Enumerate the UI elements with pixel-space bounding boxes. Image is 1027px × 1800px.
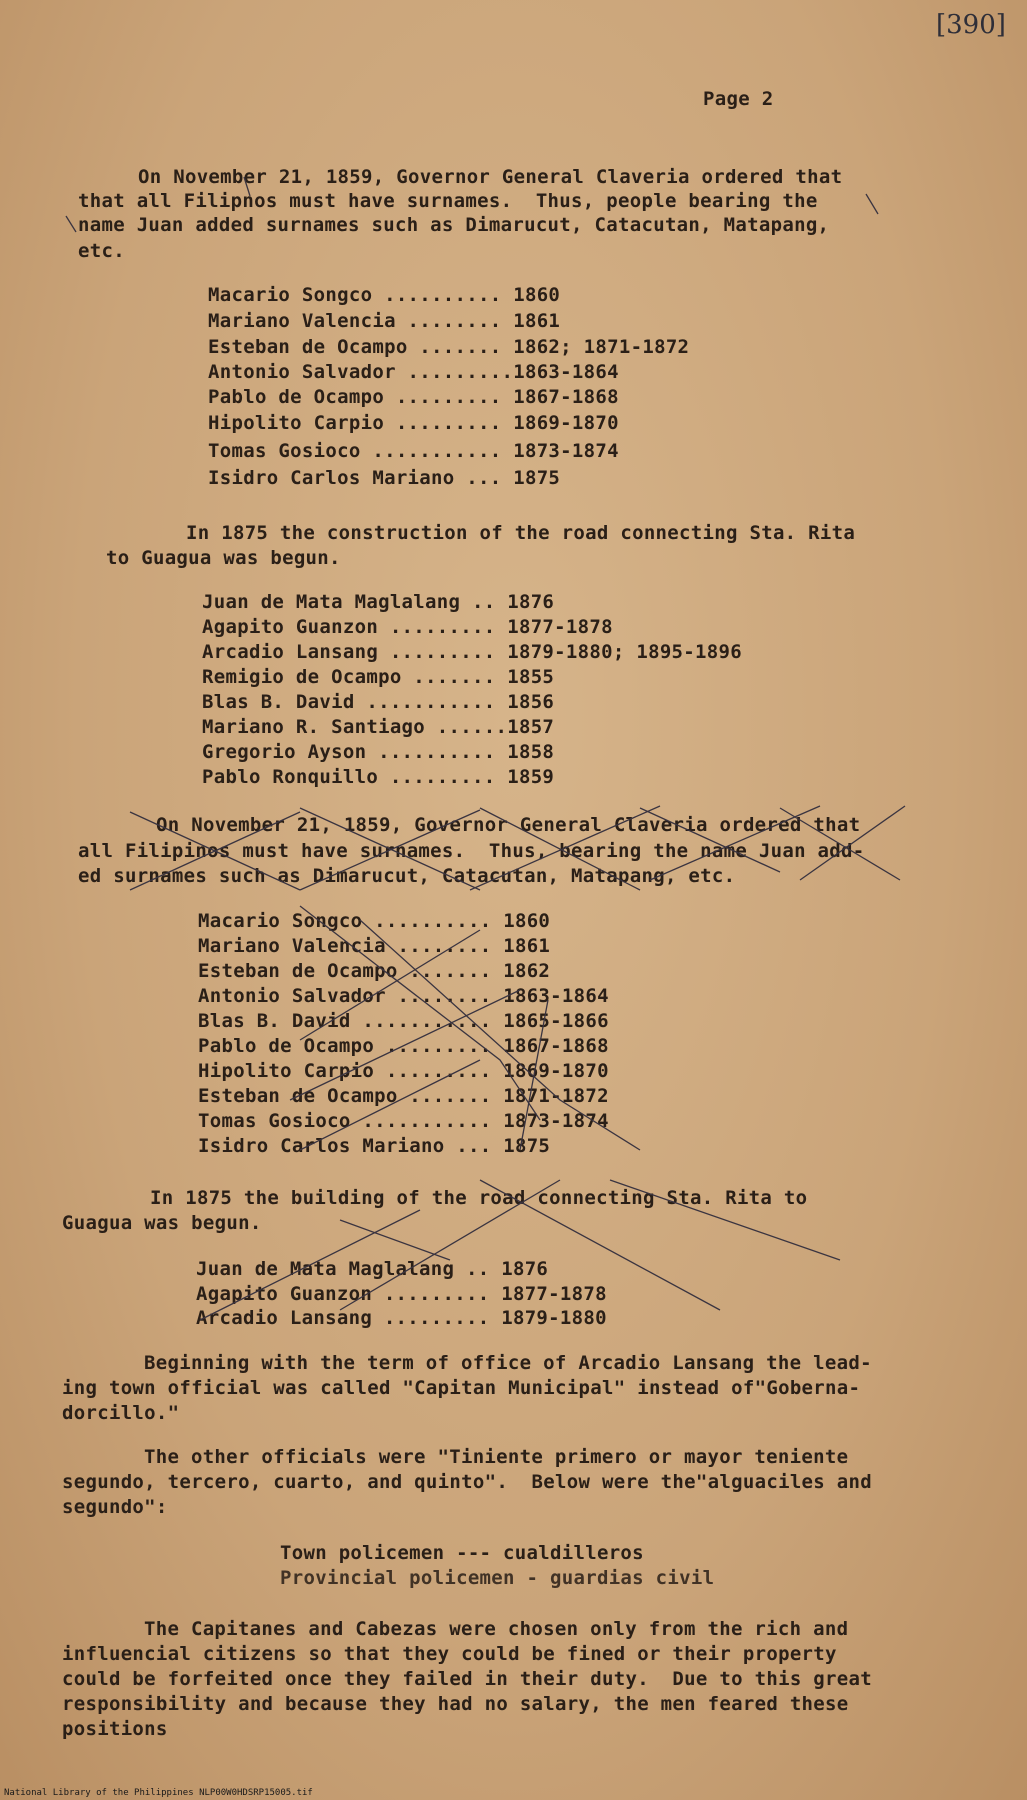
list-item: Esteban de Ocampo ....... 1871-1872	[198, 1085, 609, 1107]
text-line: ing town official was called "Capitan Municipal" instead of"Goberna-	[62, 1377, 861, 1399]
text-line: In 1875 the construction of the road connecting Sta. Rita	[186, 522, 856, 544]
text-line: On November 21, 1859, Governor General Claveria ordered that	[138, 166, 843, 188]
list-item: Macario Songco .......... 1860	[198, 910, 551, 932]
archive-number-annotation: [390]	[936, 10, 1006, 40]
text-line: could be forfeited once they failed in their duty. Due to this great	[62, 1668, 872, 1690]
list-item: Blas B. David ........... 1856	[202, 691, 555, 713]
list-item: Hipolito Carpio ......... 1869-1870	[208, 412, 619, 434]
list-item: Isidro Carlos Mariano ... 1875	[208, 467, 561, 489]
text-line: Beginning with the term of office of Arcadio Lansang the lead-	[144, 1352, 872, 1374]
list-item: Tomas Gosioco ........... 1873-1874	[208, 440, 619, 462]
list-item: Pablo de Ocampo ......... 1867-1868	[208, 386, 619, 408]
list-item: Macario Songco .......... 1860	[208, 284, 561, 306]
text-line: segundo, tercero, cuarto, and quinto". Below were the"alguaciles and	[62, 1471, 872, 1493]
list-item: Pablo de Ocampo ......... 1867-1868	[198, 1035, 609, 1057]
list-item: Agapito Guanzon ......... 1877-1878	[196, 1283, 607, 1305]
list-item: Arcadio Lansang ......... 1879-1880; 1895-1896	[202, 641, 742, 663]
text-line: etc.	[78, 240, 125, 262]
text-line: influencial citizens so that they could be fined or their property	[62, 1643, 837, 1665]
footer-source: National Library of the Philippines NLP00W0HDSRP15005.tif	[4, 1788, 313, 1798]
page-label: Page 2	[703, 88, 774, 110]
text-line: name Juan added surnames such as Dimarucut, Catacutan, Matapang,	[78, 214, 830, 236]
text-line: The Capitanes and Cabezas were chosen only from the rich and	[144, 1618, 849, 1640]
text-line: to Guagua was begun.	[106, 547, 341, 569]
text-line: responsibility and because they had no salary, the men feared these	[62, 1693, 849, 1715]
text-line: ed surnames such as Dimarucut, Catacutan, Matapang, etc.	[78, 865, 736, 887]
text-line: dorcillo."	[62, 1402, 180, 1424]
text-line: all Filipinos must have surnames. Thus, bearing the name Juan add-	[78, 840, 865, 862]
list-item: Hipolito Carpio ......... 1869-1870	[198, 1060, 609, 1082]
list-item: Arcadio Lansang ......... 1879-1880	[196, 1307, 607, 1329]
list-item: Juan de Mata Maglalang .. 1876	[202, 591, 555, 613]
text-line: In 1875 the building of the road connecting Sta. Rita to	[150, 1187, 808, 1209]
text-line: Guagua was begun.	[62, 1212, 262, 1234]
list-item: Esteban de Ocampo ....... 1862; 1871-1872	[208, 336, 690, 358]
list-item: Isidro Carlos Mariano ... 1875	[198, 1135, 551, 1157]
list-item: Antonio Salvador .........1863-1864	[208, 361, 619, 383]
list-item: Tomas Gosioco ........... 1873-1874	[198, 1110, 609, 1132]
list-item: Agapito Guanzon ......... 1877-1878	[202, 616, 613, 638]
list-item: Town policemen --- cualdilleros	[280, 1542, 644, 1564]
list-item: Esteban de Ocampo ....... 1862	[198, 960, 551, 982]
list-item: Provincial policemen - guardias civil	[280, 1567, 715, 1589]
text-line: that all Filipnos must have surnames. Thus, people bearing the	[78, 190, 818, 212]
text-line: On November 21, 1859, Governor General Claveria ordered that	[156, 814, 861, 836]
list-item: Gregorio Ayson .......... 1858	[202, 741, 555, 763]
list-item: Remigio de Ocampo ....... 1855	[202, 666, 555, 688]
list-item: Blas B. David ........... 1865-1866	[198, 1010, 609, 1032]
list-item: Pablo Ronquillo ......... 1859	[202, 766, 555, 788]
list-item: Mariano R. Santiago ......1857	[202, 716, 555, 738]
list-item: Antonio Salvador ........ 1863-1864	[198, 985, 609, 1007]
text-line: The other officials were "Tiniente primero or mayor teniente	[144, 1446, 849, 1468]
list-item: Juan de Mata Maglalang .. 1876	[196, 1258, 549, 1280]
text-line: positions	[62, 1718, 168, 1740]
text-line: segundo":	[62, 1496, 168, 1518]
list-item: Mariano Valencia ........ 1861	[198, 935, 551, 957]
list-item: Mariano Valencia ........ 1861	[208, 310, 561, 332]
